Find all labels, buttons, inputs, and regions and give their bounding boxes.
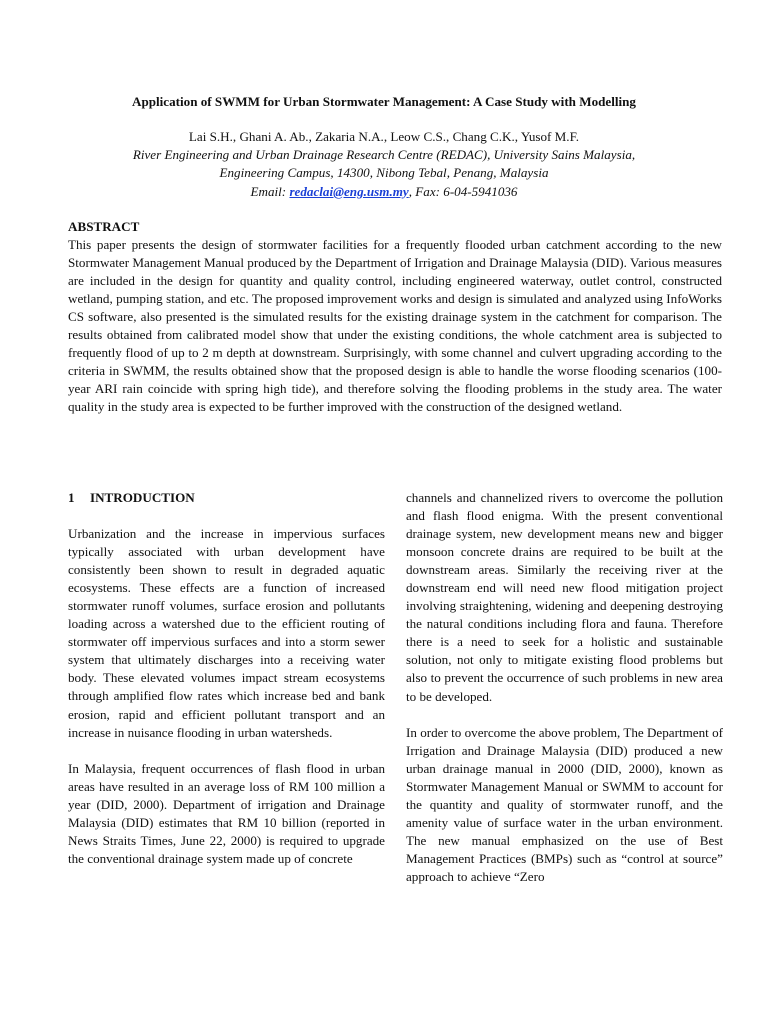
- section-number: 1: [68, 490, 75, 505]
- fax-text: , Fax: 6-04-5941036: [408, 183, 518, 199]
- affiliation-line-1: River Engineering and Urban Drainage Research Centre (REDAC), University Sains Malaysia,: [132, 147, 636, 163]
- paragraph: channels and channelized rivers to overcome the pollution and flash flood enigma. With the present conventional drainage system, new development means new and bigger monsoon concrete drains are required to be built at the downstream areas. Similarly the receiving river at the downstream end will need new flood mitigation project involving straightening, widening and deepening destroying the natural conditions including flora and fauna. Therefore there is a need to seek for a holistic and sustainable solution, not only to mitigate existing flood problems but also to prevent the occurrence of such problems in new area to be developed.: [406, 490, 723, 704]
- section-title: INTRODUCTION: [90, 490, 195, 505]
- section-heading-introduction: [68, 489, 385, 507]
- affiliation-line-2: Engineering Campus, 14300, Nibong Tebal, Penang, Malaysia: [219, 165, 549, 181]
- paper-title: Application of SWMM for Urban Stormwater Management: A Case Study with Modelling: [132, 94, 636, 109]
- abstract-heading: ABSTRACT: [68, 219, 140, 234]
- author-block: [60, 128, 708, 201]
- email-link[interactable]: redaclai@eng.usm.my: [289, 183, 409, 199]
- abstract-text: This paper presents the design of stormwater facilities for a frequently flooded urban catchment according to the new Stormwater Management Manual produced by the Department of Irrigation and Drainage Malaysia (DID). Various measures are included in the design for quantity and quality control, including engineered waterway, outlet control, constructed wetland, pumping station, and etc. The proposed improvement works and design is simulated and analyzed using InfoWorks CS software, also presented is the simulated results for the existing drainage system in the catchment for comparison. The results obtained from calibrated model show that under the existing conditions, the whole catchment area is subjected to frequently flood of up to 2 m depth at downstream. Surprisingly, with some channel and culvert upgrading according to the criteria in SWMM, the results obtained show that the proposed design is able to handle the worse flooding scenarios (100-year ARI rain coincide with spring high tide), and therefore solving the flooding problems in the study area. The water quality in the study area is expected to be further improved with the construction of the designed wetland.: [68, 237, 722, 415]
- paragraph: In Malaysia, frequent occurrences of flash flood in urban areas have resulted in an average loss of RM 100 million a year (DID, 2000). Department of irrigation and Drainage Malaysia (DID) estimates that RM 10 billion (reported in News Straits Times, June 22, 2000) is required to upgrade the conventional drainage system made up of concrete: [68, 760, 385, 866]
- paragraph: Urbanization and the increase in impervious surfaces typically associated with urban development have consistently been shown to result in degraded aquatic ecosystems. These effects are a function of increased stormwater runoff volumes, surface erosion and pollutants loading across a watershed due to the efficient routing of stormwater off impervious surfaces and into a storm sewer system that ultimately discharges into a receiving water body. These elevated volumes impact stream ecosystems through amplified flow rates which increase bed and bank erosion, rapid and efficient pollutant transport and an increase in nuisance flooding in urban watersheds.: [68, 526, 385, 740]
- email-label: Email:: [250, 183, 290, 199]
- left-column: [68, 489, 385, 868]
- author-list: Lai S.H., Ghani A. Ab., Zakaria N.A., Leow C.S., Chang C.K., Yusof M.F.: [188, 129, 580, 144]
- right-column: [406, 489, 723, 886]
- paragraph: In order to overcome the above problem, The Department of Irrigation and Drainage Malaysia (DID) produced a new urban drainage manual in 2000 (DID, 2000), known as Stormwater Management Manual or SWMM to account for the quantity and quality of stormwater runoff, and the amenity value of surface water in the urban environment. The new manual emphasized on the use of Best Management Practices (BMPs) such as “control at source” approach to achieve “Zero: [406, 724, 723, 884]
- contact-line: [60, 183, 708, 201]
